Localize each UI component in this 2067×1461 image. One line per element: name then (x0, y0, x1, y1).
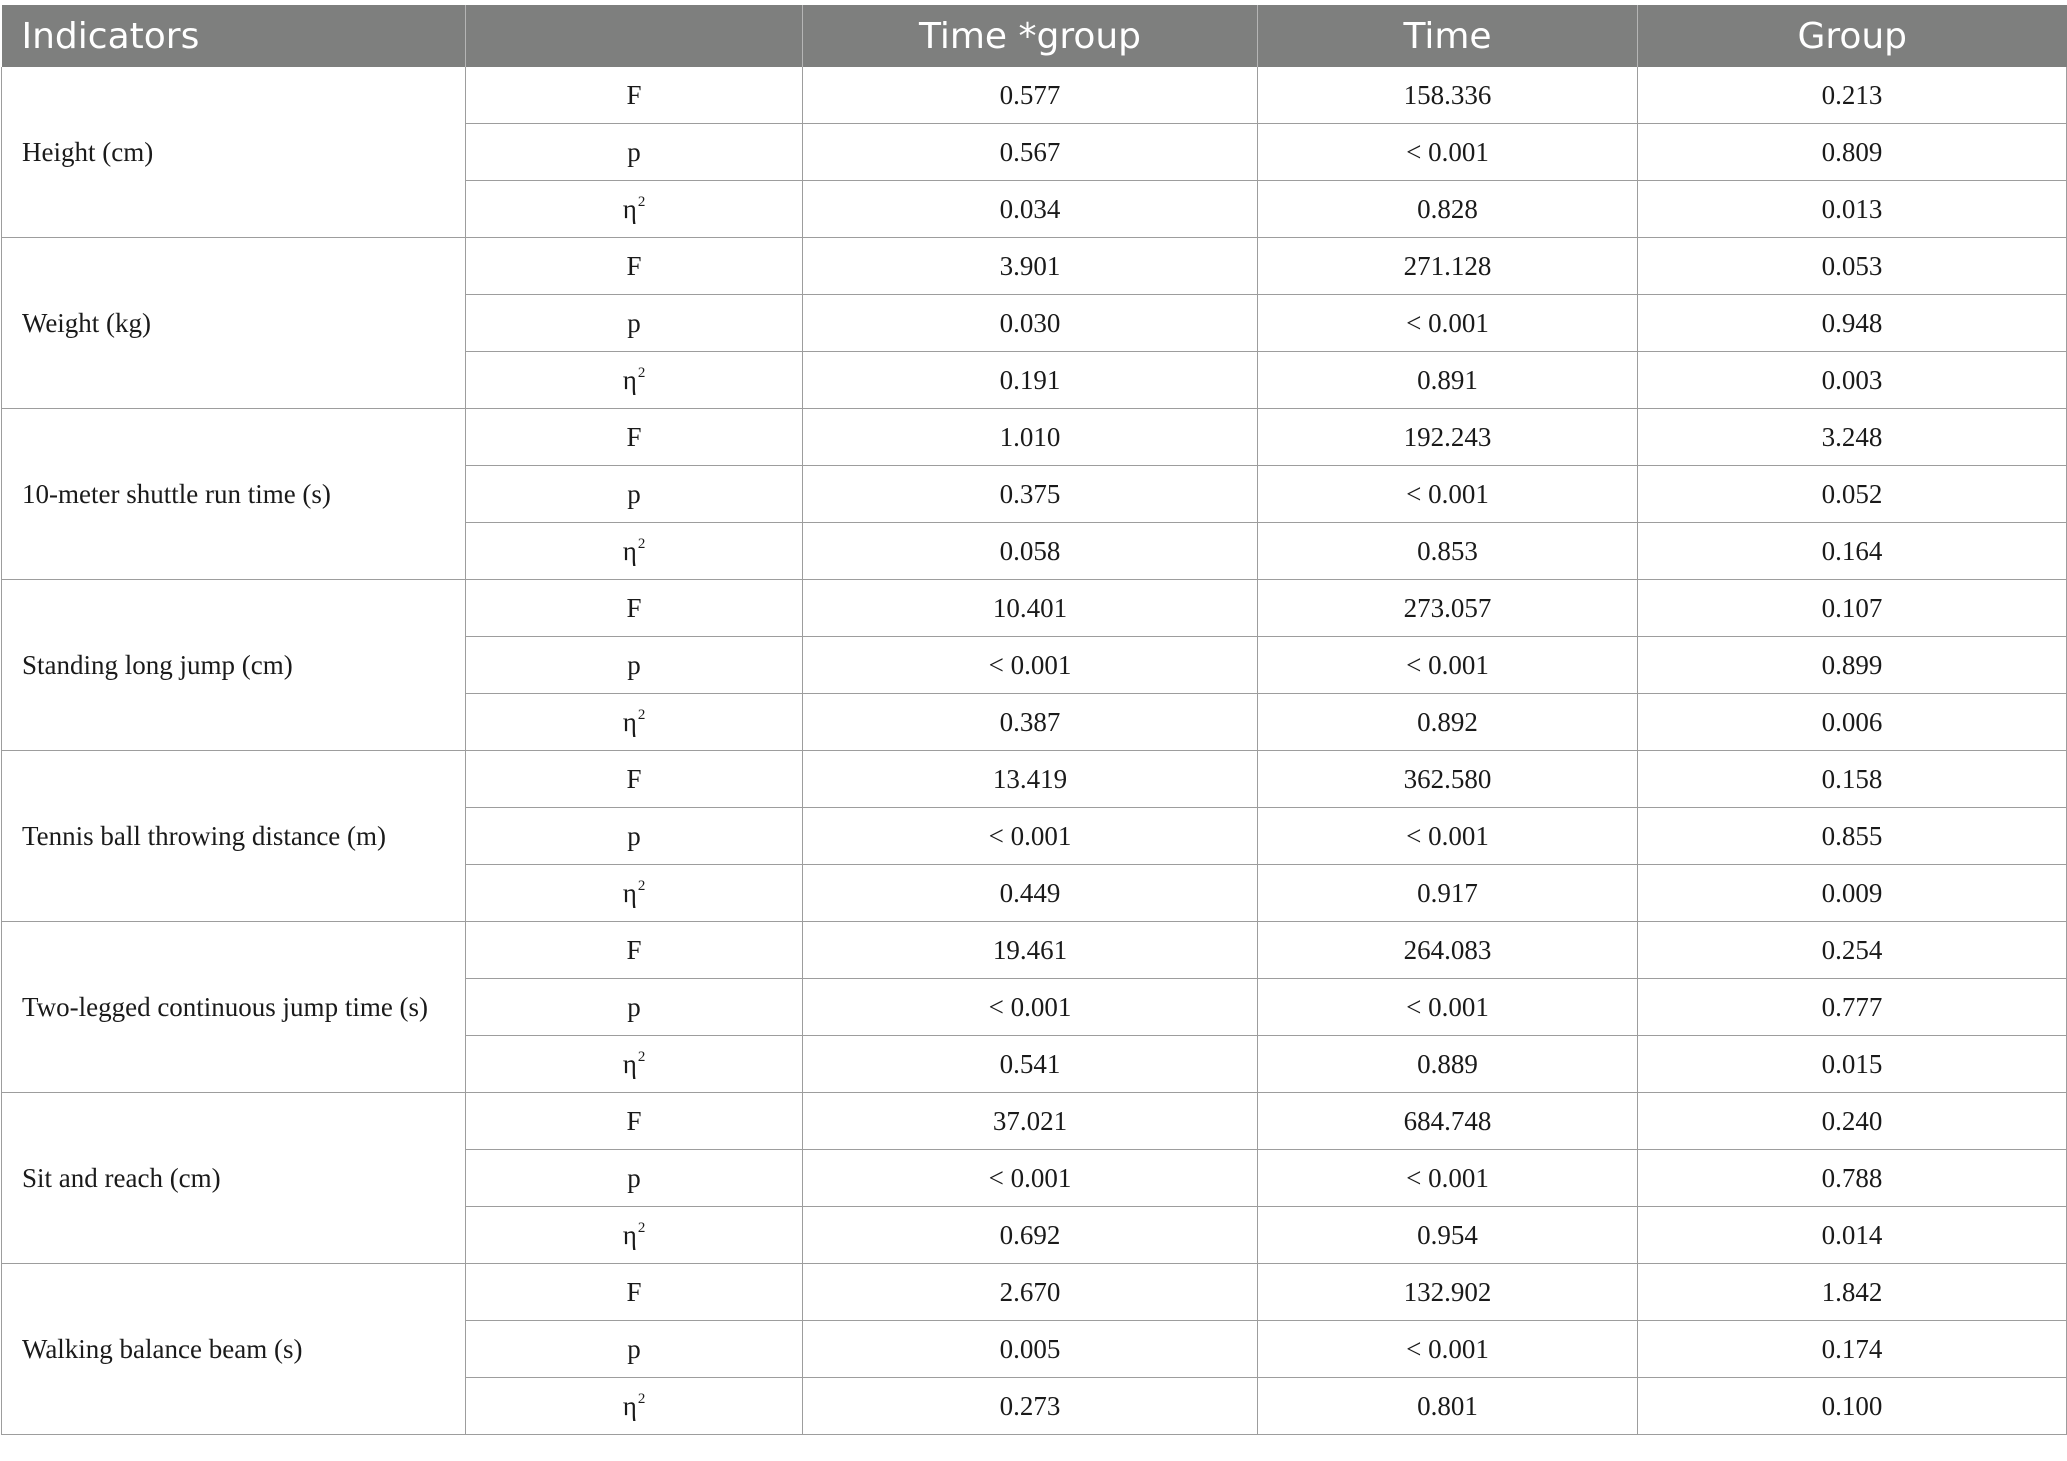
statistic-cell: p (466, 124, 803, 181)
statistic-cell: p (466, 466, 803, 523)
time-value: 0.828 (1258, 181, 1638, 238)
group-value: 0.009 (1638, 865, 2067, 922)
time-group-value: 0.058 (803, 523, 1258, 580)
header-time: Time (1258, 5, 1638, 67)
time-group-value: 13.419 (803, 751, 1258, 808)
time-value: 0.917 (1258, 865, 1638, 922)
time-value: < 0.001 (1258, 979, 1638, 1036)
statistic-cell: p (466, 979, 803, 1036)
time-value: < 0.001 (1258, 295, 1638, 352)
time-value: 0.954 (1258, 1207, 1638, 1264)
time-value: 0.853 (1258, 523, 1638, 580)
statistic-cell: p (466, 1150, 803, 1207)
time-group-value: 37.021 (803, 1093, 1258, 1150)
group-value: 0.948 (1638, 295, 2067, 352)
time-value: 684.748 (1258, 1093, 1638, 1150)
table-row (2, 751, 2067, 808)
time-value: 158.336 (1258, 67, 1638, 124)
indicator-name: Tennis ball throwing distance (m) (2, 751, 466, 922)
time-group-value: 10.401 (803, 580, 1258, 637)
group-value: 0.788 (1638, 1150, 2067, 1207)
group-value: 0.855 (1638, 808, 2067, 865)
statistic-cell: p (466, 637, 803, 694)
time-value: 192.243 (1258, 409, 1638, 466)
statistic-cell: F (466, 238, 803, 295)
statistic-cell: F (466, 580, 803, 637)
statistic-cell: $\eta^2$ (466, 694, 803, 751)
time-group-value: 0.034 (803, 181, 1258, 238)
statistic-cell: $\eta^2$ (466, 523, 803, 580)
group-value: 0.014 (1638, 1207, 2067, 1264)
time-group-value: 3.901 (803, 238, 1258, 295)
indicator-name: Height (cm) (2, 67, 466, 238)
time-group-value: 0.191 (803, 352, 1258, 409)
time-group-value: 19.461 (803, 922, 1258, 979)
statistic-cell: p (466, 295, 803, 352)
group-value: 0.107 (1638, 580, 2067, 637)
statistic-cell: $\eta^2$ (466, 181, 803, 238)
group-value: 0.809 (1638, 124, 2067, 181)
table-row (2, 922, 2067, 979)
statistic-cell: F (466, 409, 803, 466)
table-row (2, 409, 2067, 466)
time-group-value: 0.387 (803, 694, 1258, 751)
table-header (2, 5, 2067, 67)
time-group-value: < 0.001 (803, 1150, 1258, 1207)
time-group-value: 0.577 (803, 67, 1258, 124)
group-value: 0.240 (1638, 1093, 2067, 1150)
time-group-value: < 0.001 (803, 637, 1258, 694)
statistic-cell: $\eta^2$ (466, 1036, 803, 1093)
indicator-name: Weight (kg) (2, 238, 466, 409)
time-group-value: 2.670 (803, 1264, 1258, 1321)
statistic-cell: $\eta^2$ (466, 352, 803, 409)
indicator-name: Standing long jump (cm) (2, 580, 466, 751)
time-value: < 0.001 (1258, 124, 1638, 181)
table-body (2, 67, 2067, 1435)
statistic-cell: F (466, 922, 803, 979)
time-group-value: 0.541 (803, 1036, 1258, 1093)
group-value: 0.052 (1638, 466, 2067, 523)
table-row (2, 1093, 2067, 1150)
time-value: 362.580 (1258, 751, 1638, 808)
group-value: 0.100 (1638, 1378, 2067, 1435)
group-value: 0.254 (1638, 922, 2067, 979)
table-row (2, 238, 2067, 295)
time-value: 0.892 (1258, 694, 1638, 751)
time-group-value: 0.273 (803, 1378, 1258, 1435)
time-value: 0.891 (1258, 352, 1638, 409)
statistic-cell: p (466, 1321, 803, 1378)
time-value: < 0.001 (1258, 1150, 1638, 1207)
group-value: 0.003 (1638, 352, 2067, 409)
header-group: Group (1638, 5, 2067, 67)
time-value: 132.902 (1258, 1264, 1638, 1321)
time-group-value: 0.030 (803, 295, 1258, 352)
statistic-cell: $\eta^2$ (466, 1207, 803, 1264)
time-group-value: 0.005 (803, 1321, 1258, 1378)
time-value: < 0.001 (1258, 637, 1638, 694)
group-value: 0.164 (1638, 523, 2067, 580)
statistic-cell: F (466, 67, 803, 124)
group-value: 0.053 (1638, 238, 2067, 295)
indicator-name: 10-meter shuttle run time (s) (2, 409, 466, 580)
group-value: 0.013 (1638, 181, 2067, 238)
group-value: 1.842 (1638, 1264, 2067, 1321)
time-group-value: 1.010 (803, 409, 1258, 466)
group-value: 0.777 (1638, 979, 2067, 1036)
table-row (2, 1264, 2067, 1321)
header-statistic (466, 5, 803, 67)
indicator-name: Walking balance beam (s) (2, 1264, 466, 1435)
time-value: 271.128 (1258, 238, 1638, 295)
time-group-value: 0.449 (803, 865, 1258, 922)
group-value: 3.248 (1638, 409, 2067, 466)
statistic-cell: $\eta^2$ (466, 1378, 803, 1435)
indicator-name: Two-legged continuous jump time (s) (2, 922, 466, 1093)
time-group-value: 0.567 (803, 124, 1258, 181)
group-value: 0.899 (1638, 637, 2067, 694)
table-row (2, 67, 2067, 124)
time-value: < 0.001 (1258, 808, 1638, 865)
statistic-cell: p (466, 808, 803, 865)
group-value: 0.213 (1638, 67, 2067, 124)
header-indicators: Indicators (2, 5, 466, 67)
header-row (2, 5, 2067, 67)
indicator-name: Sit and reach (cm) (2, 1093, 466, 1264)
table-row (2, 580, 2067, 637)
time-group-value: 0.692 (803, 1207, 1258, 1264)
statistic-cell: F (466, 1093, 803, 1150)
time-value: < 0.001 (1258, 466, 1638, 523)
time-group-value: 0.375 (803, 466, 1258, 523)
results-table (1, 5, 2067, 1435)
group-value: 0.174 (1638, 1321, 2067, 1378)
results-table-container (1, 5, 2066, 1435)
statistic-cell: F (466, 751, 803, 808)
time-value: 264.083 (1258, 922, 1638, 979)
statistic-cell: $\eta^2$ (466, 865, 803, 922)
time-value: 273.057 (1258, 580, 1638, 637)
group-value: 0.015 (1638, 1036, 2067, 1093)
header-time-group: Time *group (803, 5, 1258, 67)
group-value: 0.158 (1638, 751, 2067, 808)
group-value: 0.006 (1638, 694, 2067, 751)
statistic-cell: F (466, 1264, 803, 1321)
time-value: < 0.001 (1258, 1321, 1638, 1378)
time-group-value: < 0.001 (803, 979, 1258, 1036)
time-group-value: < 0.001 (803, 808, 1258, 865)
time-value: 0.801 (1258, 1378, 1638, 1435)
time-value: 0.889 (1258, 1036, 1638, 1093)
